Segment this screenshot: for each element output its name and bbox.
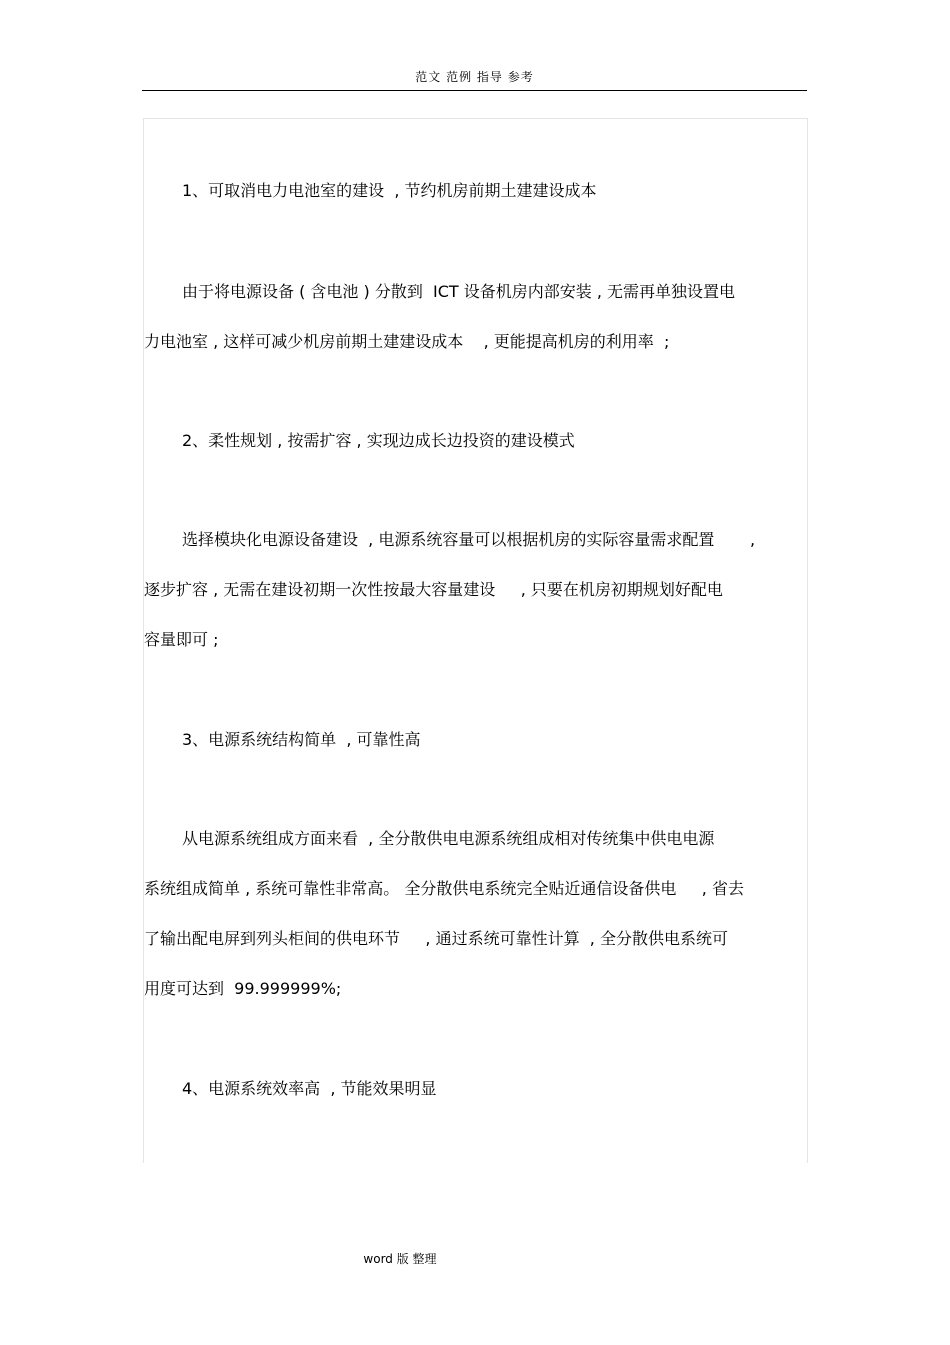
paragraph-1-line-2: 力电池室 , 这样可减少机房前期土建建设成本 , 更能提高机房的利用率 ; [144, 332, 670, 351]
paragraph-3-line-3: 了输出配电屏到列头柜间的供电环节 , 通过系统可靠性计算 , 全分散供电系统可 [144, 929, 728, 948]
paragraph-2-line-3: 容量即可 ; [144, 630, 219, 649]
heading-2: 2、柔性规划 , 按需扩容 , 实现边成长边投资的建设模式 [182, 431, 575, 450]
heading-3: 3、电源系统结构简单 , 可靠性高 [182, 730, 421, 749]
content-frame [143, 118, 808, 1163]
page-footer: word 版 整理 [363, 1252, 437, 1266]
page-header: 范文 范例 指导 参考 [415, 70, 534, 84]
heading-4: 4、电源系统效率高 , 节能效果明显 [182, 1079, 437, 1098]
paragraph-3-line-1: 从电源系统组成方面来看 , 全分散供电电源系统组成相对传统集中供电电源 [182, 829, 715, 848]
heading-1: 1、可取消电力电池室的建设 , 节约机房前期土建建设成本 [182, 181, 597, 200]
paragraph-1-line-1: 由于将电源设备 ( 含电池 ) 分散到 ICT 设备机房内部安装 , 无需再单独设置电 [182, 282, 736, 301]
paragraph-2-line-2: 逐步扩容 , 无需在建设初期一次性按最大容量建设 , 只要在机房初期规划好配电 [144, 580, 723, 599]
paragraph-3-line-2: 系统组成简单 , 系统可靠性非常高。 全分散供电系统完全贴近通信设备供电 , 省去 [144, 879, 744, 898]
paragraph-2-line-1: 选择模块化电源设备建设 , 电源系统容量可以根据机房的实际容量需求配置 , [182, 530, 756, 549]
header-rule [142, 90, 807, 91]
paragraph-3-line-4: 用度可达到 99.999999%; [144, 979, 342, 998]
